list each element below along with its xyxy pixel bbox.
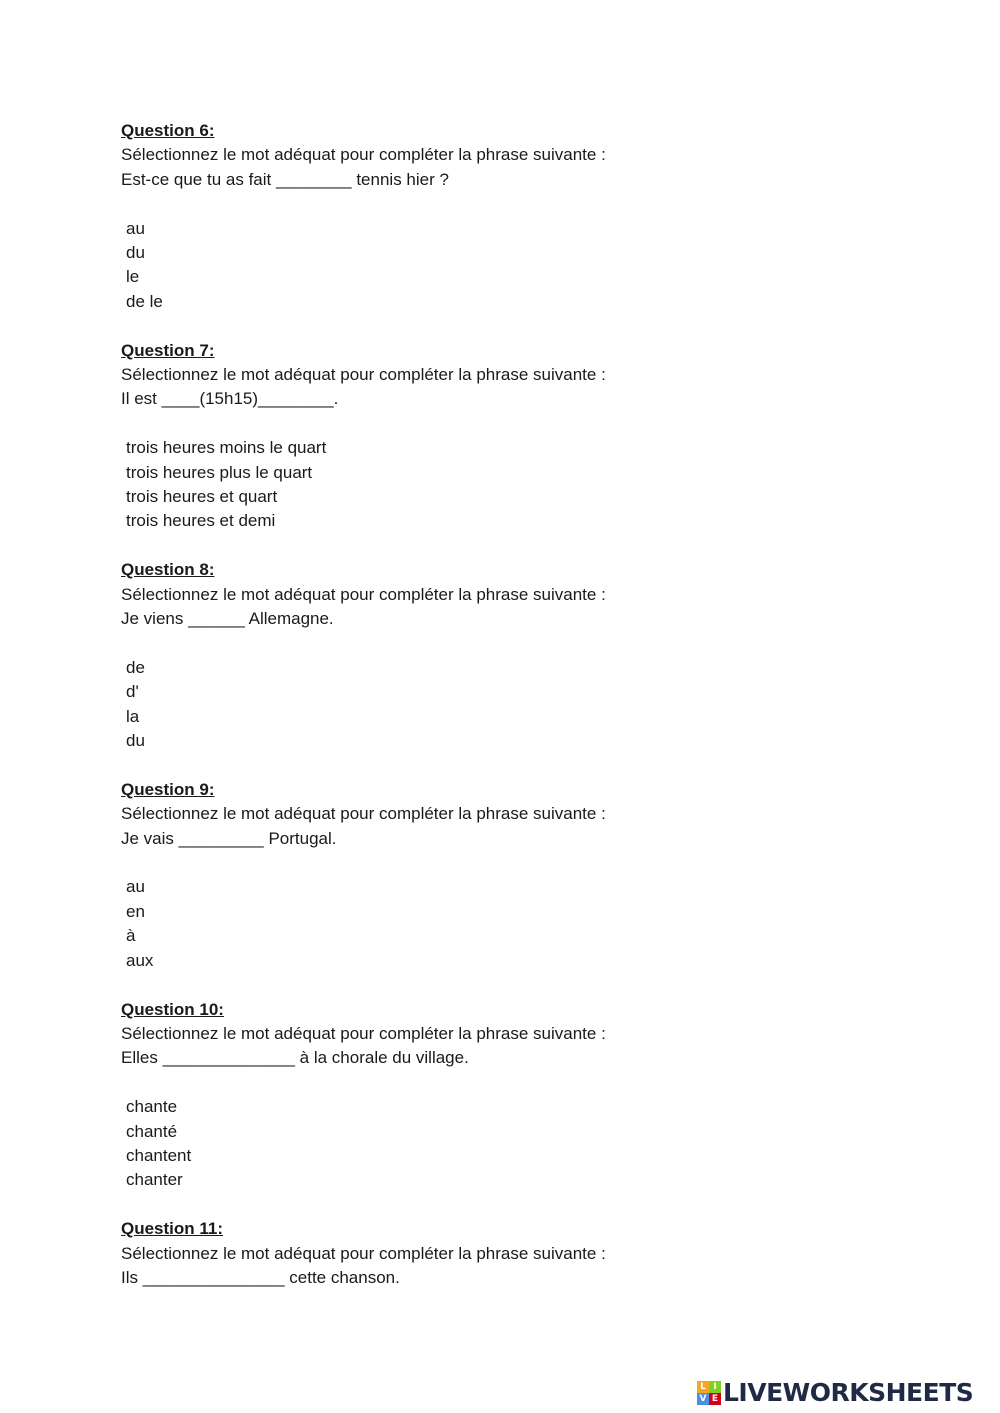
- question-sentence: Elles ______________ à la chorale du village.: [121, 1048, 469, 1068]
- answer-option[interactable]: au: [126, 877, 145, 897]
- answer-option[interactable]: de le: [126, 291, 163, 311]
- question-8: [121, 558, 821, 753]
- answer-option[interactable]: trois heures moins le quart: [126, 438, 327, 458]
- answer-option[interactable]: trois heures et quart: [126, 487, 278, 507]
- logo-tile: E: [709, 1393, 721, 1405]
- logo-tile: L: [697, 1381, 709, 1393]
- answer-option[interactable]: la: [126, 706, 140, 726]
- answer-option[interactable]: au: [126, 218, 145, 238]
- spacer: [121, 973, 821, 997]
- option-list: [121, 217, 821, 315]
- liveworksheets-brand: [697, 1378, 973, 1408]
- spacer: [121, 753, 821, 777]
- spacer: [121, 1193, 821, 1217]
- logo-tile: I: [709, 1381, 721, 1393]
- question-11: [121, 1217, 821, 1290]
- answer-option[interactable]: le: [126, 267, 140, 287]
- answer-option[interactable]: de: [126, 657, 145, 677]
- answer-option[interactable]: à: [126, 926, 136, 946]
- question-sentence: Je viens ______ Allemagne.: [121, 609, 334, 629]
- question-6: [121, 119, 821, 314]
- answer-option[interactable]: chante: [126, 1097, 178, 1117]
- question-sentence: Il est ____(15h15)________.: [121, 389, 339, 409]
- answer-option[interactable]: chanté: [126, 1121, 178, 1141]
- question-title: Question 7:: [121, 340, 215, 360]
- question-sentence: Ils _______________ cette chanson.: [121, 1267, 400, 1287]
- brand-name: LIVEWORKSHEETS: [723, 1378, 974, 1407]
- option-list: [121, 436, 821, 534]
- question-9: [121, 778, 821, 973]
- question-instruction: Sélectionnez le mot adéquat pour compléter la phrase suivante :: [121, 804, 606, 824]
- question-instruction: Sélectionnez le mot adéquat pour compléter la phrase suivante :: [121, 1023, 606, 1043]
- question-instruction: Sélectionnez le mot adéquat pour compléter la phrase suivante :: [121, 1243, 606, 1263]
- question-title: Question 11:: [121, 1219, 224, 1239]
- answer-option[interactable]: du: [126, 731, 145, 751]
- spacer: [121, 314, 821, 338]
- answer-option[interactable]: trois heures et demi: [126, 511, 276, 531]
- option-list: [121, 656, 821, 754]
- worksheet-page: [121, 119, 821, 1290]
- option-list: [121, 1095, 821, 1193]
- question-7: [121, 339, 821, 534]
- question-sentence: Je vais _________ Portugal.: [121, 828, 337, 848]
- answer-option[interactable]: du: [126, 243, 145, 263]
- answer-option[interactable]: en: [126, 901, 145, 921]
- question-instruction: Sélectionnez le mot adéquat pour compléter la phrase suivante :: [121, 365, 606, 385]
- question-title: Question 10:: [121, 999, 224, 1019]
- answer-option[interactable]: aux: [126, 950, 154, 970]
- question-sentence: Est-ce que tu as fait ________ tennis hier ?: [121, 169, 449, 189]
- answer-option[interactable]: trois heures plus le quart: [126, 462, 313, 482]
- answer-option[interactable]: chantent: [126, 1145, 192, 1165]
- option-list: [121, 875, 821, 973]
- liveworksheets-logo-icon: [697, 1381, 721, 1405]
- question-title: Question 6:: [121, 121, 215, 140]
- question-10: [121, 998, 821, 1193]
- question-title: Question 8:: [121, 560, 215, 580]
- spacer: [121, 534, 821, 558]
- logo-tile: V: [697, 1393, 709, 1405]
- question-title: Question 9:: [121, 779, 215, 799]
- question-instruction: Sélectionnez le mot adéquat pour compléter la phrase suivante :: [121, 584, 606, 604]
- question-instruction: Sélectionnez le mot adéquat pour compléter la phrase suivante :: [121, 145, 606, 165]
- answer-option[interactable]: d': [126, 682, 139, 702]
- answer-option[interactable]: chanter: [126, 1170, 183, 1190]
